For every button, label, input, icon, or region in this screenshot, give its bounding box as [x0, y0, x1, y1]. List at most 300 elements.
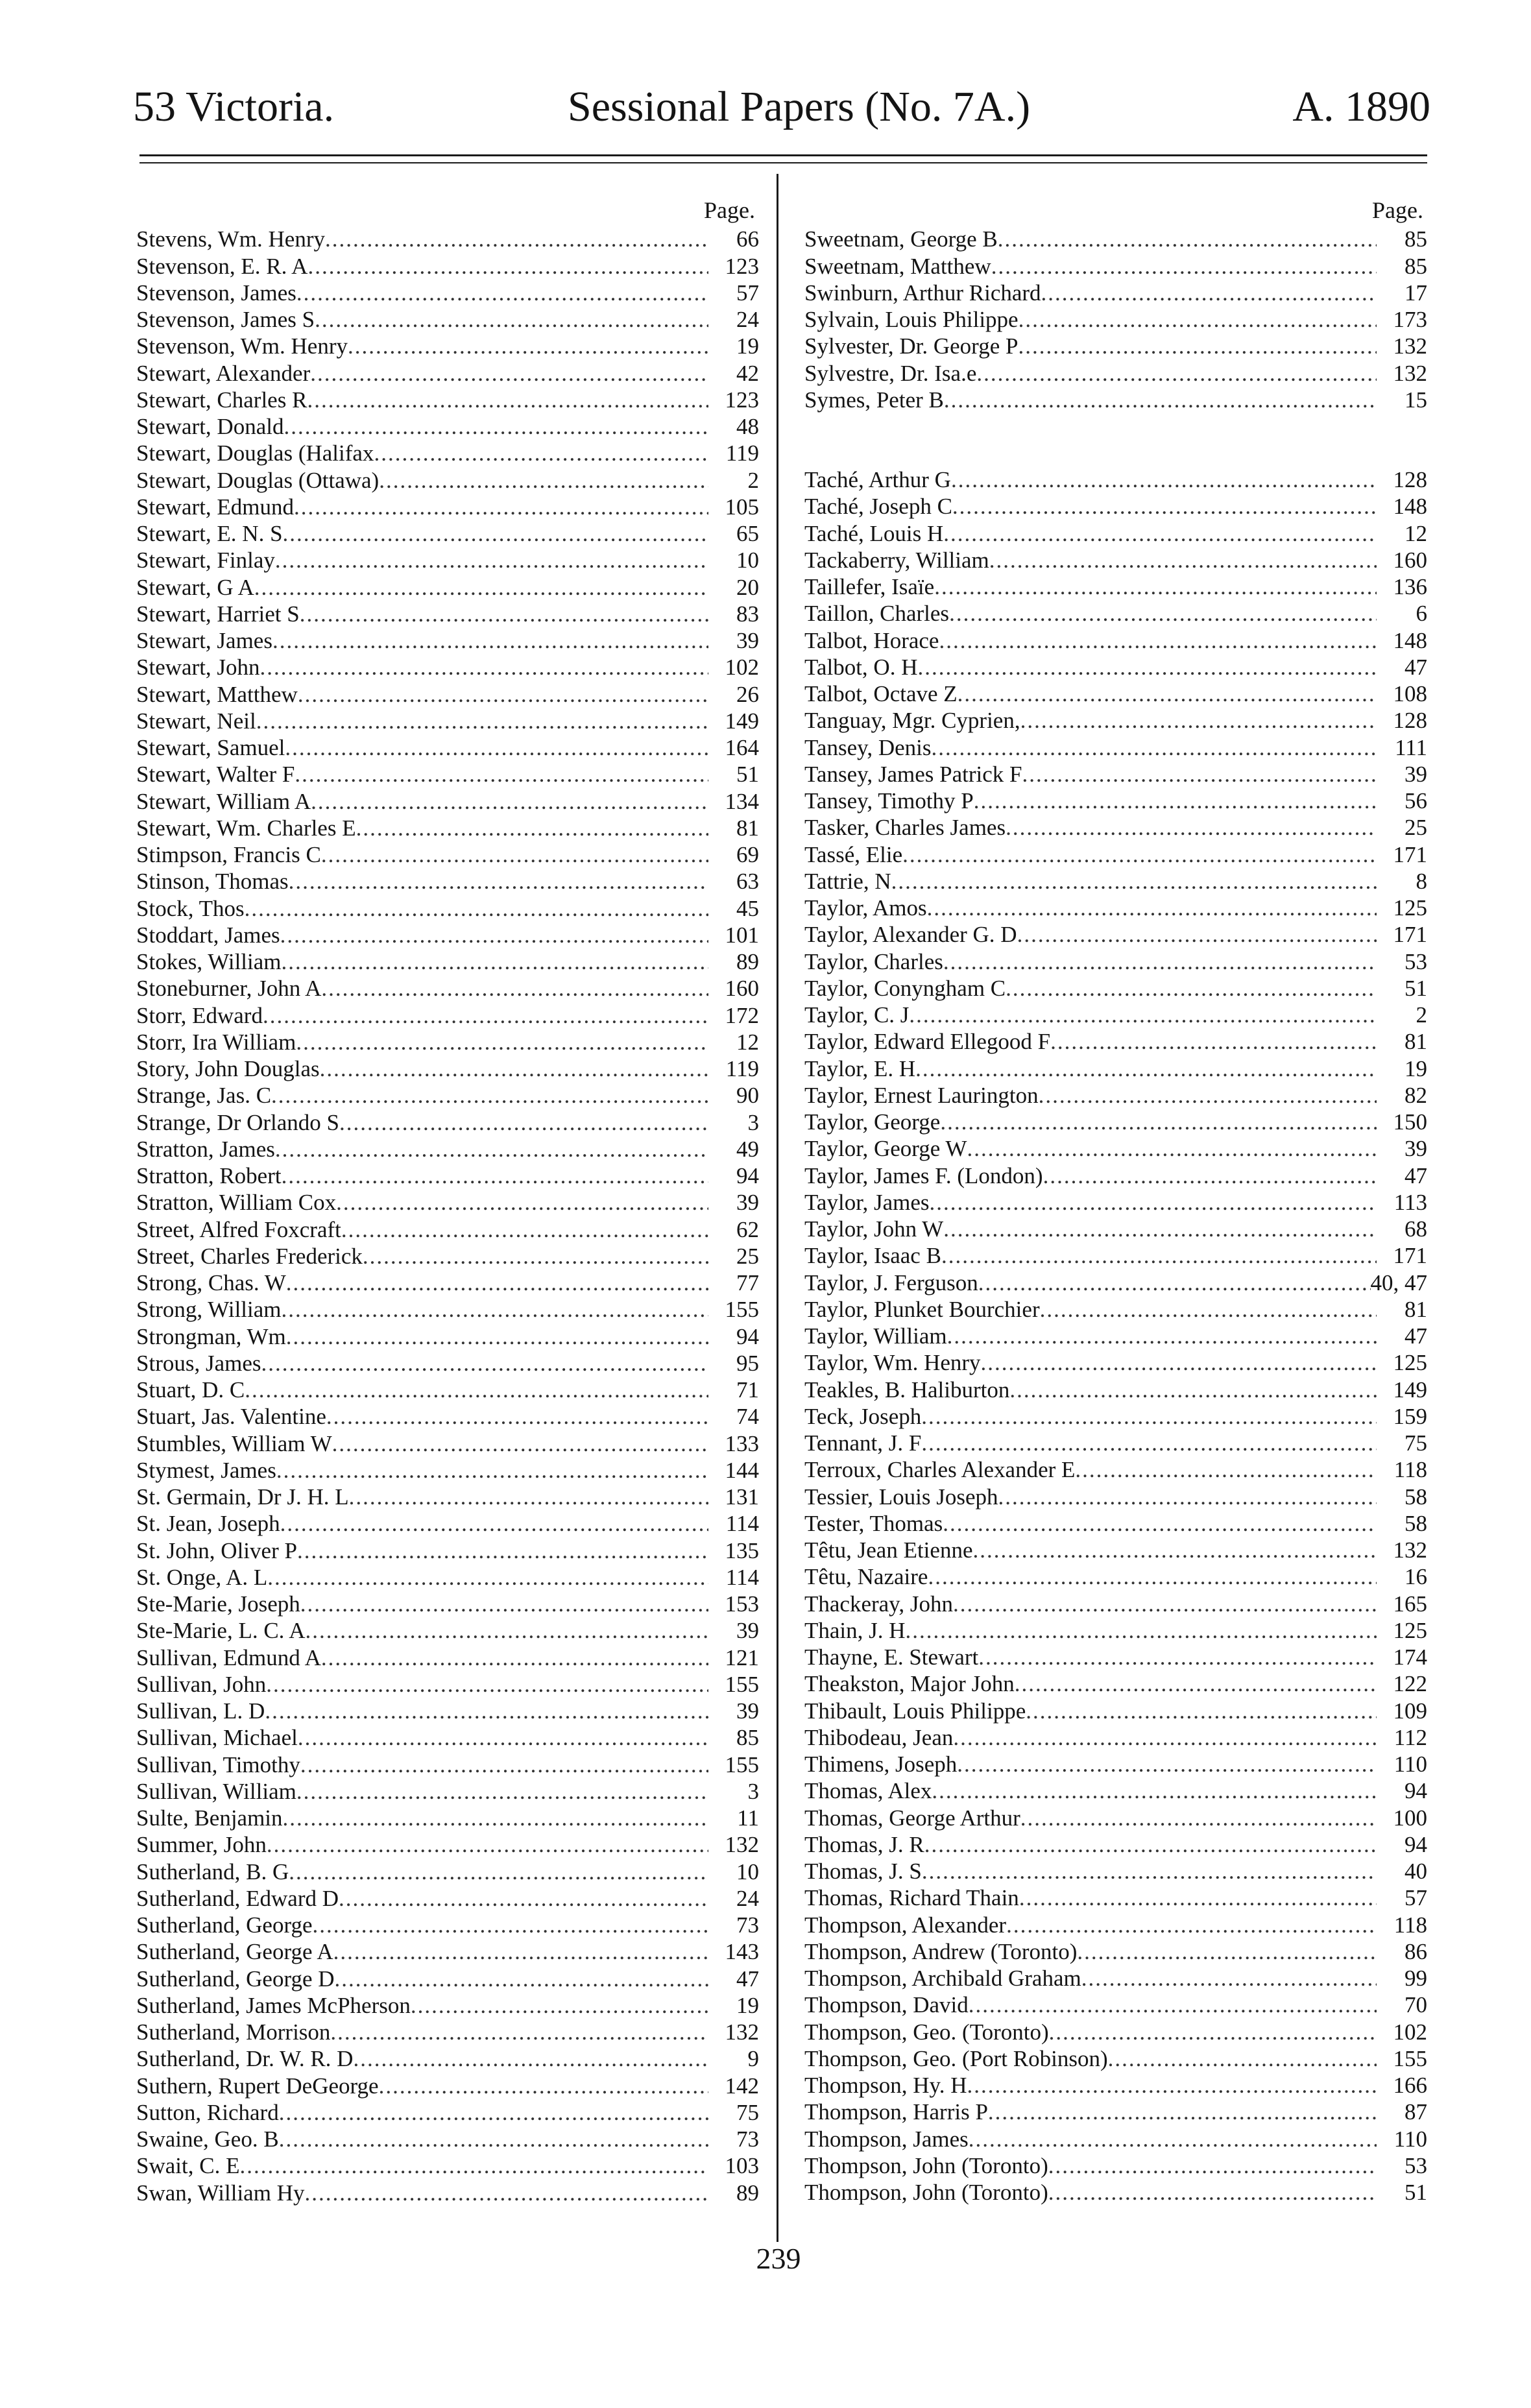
- index-list-left: [136, 226, 759, 2206]
- index-entry: [804, 1456, 1427, 1483]
- entry-page-number: 42: [736, 360, 759, 386]
- index-entry: [136, 761, 759, 788]
- index-entry: [804, 1617, 1427, 1644]
- entry-page-number: 134: [725, 788, 759, 814]
- dot-leader: [356, 815, 708, 841]
- entry-page-number: 25: [1404, 815, 1427, 841]
- entry-page-number: 95: [736, 1350, 759, 1376]
- index-entry: [136, 1778, 759, 1805]
- entry-page-number: 122: [1393, 1671, 1427, 1697]
- index-entry: [804, 1162, 1427, 1188]
- entry-page-number: 99: [1404, 1966, 1427, 1991]
- dot-leader: [304, 2180, 708, 2206]
- entry-page-number: 20: [736, 574, 759, 600]
- dot-leader: [921, 1430, 1377, 1456]
- entry-name: Sylvester, Dr. George P: [804, 333, 1019, 359]
- index-entry: [804, 1965, 1427, 1992]
- dot-leader: [263, 1002, 708, 1029]
- entry-page-number: 53: [1404, 948, 1427, 974]
- entry-page-number: 125: [1393, 1350, 1427, 1376]
- index-column-left: [136, 195, 759, 2206]
- dot-leader: [909, 1002, 1377, 1028]
- entry-page-number: 3: [747, 1109, 759, 1135]
- entry-name: Terroux, Charles Alexander E: [804, 1457, 1076, 1483]
- dot-leader: [1040, 1296, 1377, 1323]
- dot-leader: [307, 387, 708, 413]
- dot-leader: [981, 1349, 1377, 1376]
- dot-leader: [260, 654, 708, 680]
- entry-page-number: 47: [1404, 1162, 1427, 1188]
- index-entry: [804, 948, 1427, 974]
- dot-leader: [321, 841, 708, 868]
- dot-leader: [949, 600, 1377, 627]
- index-entry: [136, 1751, 759, 1777]
- entry-name: Strous, James: [136, 1350, 261, 1376]
- dot-leader: [296, 280, 708, 306]
- entry-page-number: 39: [736, 1190, 759, 1216]
- index-entry: [804, 333, 1427, 359]
- index-entry: [136, 815, 759, 841]
- entry-name: Symes, Peter B: [804, 387, 944, 413]
- dot-leader: [944, 387, 1377, 413]
- entry-page-number: 148: [1393, 627, 1427, 653]
- index-entry: [136, 2072, 759, 2099]
- entry-name: Thompson, James: [804, 2126, 969, 2152]
- entry-name: Thompson, Archibald Graham: [804, 1966, 1081, 1991]
- entry-name: Tansey, Timothy P: [804, 788, 974, 813]
- entry-page-number: 155: [725, 1671, 759, 1697]
- index-entry: [136, 2126, 759, 2152]
- index-list-s-names: [804, 226, 1427, 413]
- index-entry: [804, 1055, 1427, 1081]
- index-entry: [136, 1510, 759, 1537]
- entry-name: Stratton, James: [136, 1136, 275, 1162]
- entry-page-number: 77: [736, 1270, 759, 1295]
- entry-page-number: 155: [1393, 2045, 1427, 2071]
- index-entry: [804, 1751, 1427, 1777]
- index-entry: [804, 2179, 1427, 2206]
- entry-name: Stevenson, James: [136, 280, 296, 306]
- dot-leader: [282, 1162, 708, 1189]
- index-entry: [136, 573, 759, 600]
- entry-name: Têtu, Nazaire: [804, 1564, 928, 1590]
- index-entry: [136, 333, 759, 359]
- dot-leader: [339, 1885, 708, 1912]
- entry-page-number: 89: [736, 2180, 759, 2206]
- entry-name: Strange, Dr Orlando S: [136, 1109, 340, 1135]
- dot-leader: [286, 1323, 708, 1350]
- entry-name: Taylor, George: [804, 1109, 941, 1135]
- entry-name: Stewart, Wm. Charles E: [136, 815, 356, 841]
- dot-leader: [341, 1216, 708, 1243]
- dot-leader: [928, 1563, 1377, 1590]
- dot-leader: [239, 2152, 708, 2179]
- entry-page-number: 85: [736, 1725, 759, 1751]
- index-entry: [804, 1082, 1427, 1109]
- entry-name: Taylor, George W: [804, 1136, 967, 1162]
- entry-name: Story, John Douglas: [136, 1056, 320, 1081]
- index-entry: [136, 547, 759, 573]
- entry-name: Stratton, Robert: [136, 1163, 282, 1188]
- index-entry: [136, 520, 759, 547]
- dot-leader: [306, 1617, 708, 1644]
- entry-page-number: 102: [1393, 2019, 1427, 2045]
- entry-page-number: 160: [725, 976, 759, 1002]
- index-entry: [136, 708, 759, 734]
- entry-name: Stewart, Donald: [136, 414, 284, 439]
- entry-name: Stuart, Jas. Valentine: [136, 1404, 326, 1430]
- entry-name: Thomas, J. S: [804, 1859, 922, 1884]
- index-entry: [804, 280, 1427, 306]
- entry-name: Sutherland, George A: [136, 1939, 333, 1965]
- entry-name: Tanguay, Mgr. Cyprien,: [804, 708, 1020, 734]
- entry-page-number: 132: [725, 2019, 759, 2045]
- entry-page-number: 159: [1393, 1403, 1427, 1429]
- dot-leader: [1050, 1028, 1377, 1055]
- entry-name: Sullivan, Edmund A: [136, 1644, 321, 1670]
- entry-name: Thompson, Hy. H: [804, 2073, 967, 2098]
- index-entry: [804, 1403, 1427, 1430]
- dot-leader: [325, 226, 708, 252]
- entry-page-number: 105: [725, 494, 759, 520]
- entry-page-number: 39: [736, 1618, 759, 1644]
- index-entry: [804, 814, 1427, 841]
- dot-leader: [932, 1777, 1377, 1804]
- entry-page-number: 69: [736, 842, 759, 867]
- dot-leader: [245, 895, 708, 922]
- entry-page-number: 160: [1393, 547, 1427, 573]
- entry-name: Tattrie, N: [804, 868, 891, 894]
- index-entry: [804, 2045, 1427, 2072]
- entry-name: Sutherland, Dr. W. R. D: [136, 2046, 354, 2072]
- entry-page-number: 171: [1393, 1243, 1427, 1269]
- index-entry: [804, 1376, 1427, 1403]
- dot-leader: [349, 1484, 708, 1510]
- index-entry: [804, 2072, 1427, 2099]
- entry-page-number: 136: [1393, 574, 1427, 599]
- index-entry: [136, 2045, 759, 2072]
- entry-name: Swaine, Geo. B: [136, 2126, 279, 2152]
- dot-leader: [1077, 1938, 1377, 1965]
- index-entry: [136, 868, 759, 895]
- entry-name: Stimpson, Francis C: [136, 842, 321, 867]
- index-entry: [136, 1644, 759, 1670]
- index-entry: [804, 1804, 1427, 1831]
- index-entry: [136, 413, 759, 440]
- entry-name: Thompson, John (Toronto): [804, 2152, 1048, 2178]
- index-entry: [136, 1992, 759, 2019]
- dot-leader: [921, 1403, 1377, 1430]
- entry-page-number: 119: [725, 440, 759, 466]
- entry-name: Stevens, Wm. Henry: [136, 226, 325, 252]
- index-entry: [804, 1911, 1427, 1938]
- entry-page-number: 2: [1416, 1002, 1427, 1028]
- index-entry: [804, 2099, 1427, 2125]
- index-entry: [136, 734, 759, 761]
- entry-page-number: 149: [1393, 1377, 1427, 1403]
- dot-leader: [335, 1966, 708, 1992]
- entry-page-number: 142: [725, 2073, 759, 2099]
- entry-name: Stevenson, Wm. Henry: [136, 333, 348, 359]
- index-entry: [136, 1912, 759, 1938]
- entry-page-number: 131: [725, 1484, 759, 1510]
- entry-name: Tester, Thomas: [804, 1510, 943, 1536]
- dot-leader: [285, 734, 708, 761]
- header-year: A. 1890: [1292, 83, 1430, 130]
- entry-page-number: 39: [736, 1698, 759, 1724]
- entry-page-number: 45: [736, 895, 759, 921]
- entry-page-number: 49: [736, 1136, 759, 1162]
- entry-page-number: 19: [736, 333, 759, 359]
- entry-page-number: 149: [725, 708, 759, 734]
- entry-page-number: 111: [1395, 734, 1427, 760]
- entry-page-number: 74: [736, 1404, 759, 1430]
- dot-leader: [947, 1323, 1377, 1349]
- index-entry: [804, 1109, 1427, 1135]
- dot-leader: [256, 708, 708, 734]
- entry-name: Tansey, James Patrick F: [804, 761, 1022, 787]
- dot-leader: [275, 547, 708, 573]
- entry-name: Sutherland, George: [136, 1912, 313, 1938]
- index-entry: [136, 1350, 759, 1377]
- index-entry: [804, 2018, 1427, 2045]
- index-entry: [136, 1082, 759, 1109]
- entry-page-number: 119: [725, 1056, 759, 1081]
- page-number: 239: [756, 2242, 801, 2275]
- dot-leader: [326, 1403, 708, 1430]
- dot-leader: [282, 948, 708, 975]
- entry-name: Sullivan, L. D: [136, 1698, 265, 1724]
- entry-name: Taché, Arthur G: [804, 467, 951, 492]
- index-column-right: [804, 195, 1427, 2206]
- index-entry: [136, 975, 759, 1002]
- entry-name: Thompson, David: [804, 1992, 969, 2018]
- entry-page-number: 94: [1404, 1778, 1427, 1804]
- entry-name: Stock, Thos: [136, 895, 245, 921]
- dot-leader: [917, 654, 1377, 680]
- index-entry: [136, 1457, 759, 1484]
- entry-page-number: 89: [736, 949, 759, 974]
- dot-leader: [254, 574, 708, 601]
- entry-name: Tasker, Charles James: [804, 815, 1006, 841]
- entry-page-number: 121: [725, 1644, 759, 1670]
- entry-name: Ste-Marie, L. C. A: [136, 1618, 306, 1644]
- entry-page-number: 39: [736, 628, 759, 653]
- dot-leader: [330, 2019, 708, 2045]
- entry-page-number: 19: [736, 1992, 759, 2018]
- entry-name: Stinson, Thomas: [136, 869, 289, 895]
- entry-page-number: 25: [736, 1243, 759, 1269]
- entry-name: Stewart, John: [136, 655, 260, 680]
- entry-name: Sullivan, William: [136, 1778, 296, 1804]
- index-entry: [136, 1858, 759, 1884]
- index-entry: [804, 547, 1427, 573]
- dot-leader: [958, 680, 1377, 707]
- entry-page-number: 68: [1404, 1216, 1427, 1242]
- entry-name: Stratton, William Cox: [136, 1190, 337, 1216]
- entry-name: Sullivan, Timothy: [136, 1752, 300, 1777]
- dot-leader: [283, 520, 708, 547]
- index-entry: [136, 654, 759, 680]
- index-entry: [804, 841, 1427, 867]
- index-entry: [136, 1109, 759, 1135]
- dot-leader: [289, 1859, 708, 1885]
- dot-leader: [348, 333, 708, 359]
- index-entry: [804, 734, 1427, 760]
- entry-name: Street, Charles Frederick: [136, 1243, 363, 1269]
- entry-name: Sullivan, John: [136, 1671, 267, 1697]
- dot-leader: [336, 1189, 708, 1216]
- entry-name: Stewart, Douglas (Ottawa): [136, 467, 380, 493]
- entry-name: St. Jean, Joseph: [136, 1511, 280, 1537]
- dot-leader: [271, 1082, 708, 1109]
- entry-name: Têtu, Jean Etienne: [804, 1537, 973, 1563]
- index-entry: [804, 1938, 1427, 1965]
- entry-page-number: 133: [725, 1430, 759, 1456]
- entry-page-number: 150: [1393, 1109, 1427, 1135]
- index-entry: [136, 2019, 759, 2045]
- entry-name: Tennant, J. F: [804, 1430, 922, 1456]
- index-entry: [804, 1884, 1427, 1911]
- entry-page-number: 47: [1404, 1323, 1427, 1349]
- entry-page-number: 143: [725, 1939, 759, 1965]
- index-list-t-names: [804, 466, 1427, 2206]
- index-entry: [136, 1377, 759, 1403]
- entry-name: Storr, Ira William: [136, 1029, 296, 1055]
- dot-leader: [1075, 1456, 1377, 1483]
- index-entry: [804, 1670, 1427, 1697]
- entry-name: Sullivan, Michael: [136, 1725, 298, 1751]
- index-entry: [136, 226, 759, 252]
- entry-name: Thompson, Geo. (Toronto): [804, 2019, 1049, 2045]
- dot-leader: [275, 1136, 708, 1162]
- dot-leader: [339, 1109, 708, 1136]
- entry-page-number: 94: [1404, 1831, 1427, 1857]
- dot-leader: [363, 1243, 708, 1270]
- index-entry: [136, 1724, 759, 1751]
- dot-leader: [315, 306, 708, 333]
- entry-name: Suthern, Rupert DeGeorge: [136, 2073, 379, 2099]
- entry-page-number: 85: [1404, 253, 1427, 279]
- entry-page-number: 114: [725, 1511, 759, 1537]
- entry-page-number: 75: [1404, 1430, 1427, 1456]
- dot-leader: [967, 2072, 1377, 2099]
- index-entry: [804, 1028, 1427, 1055]
- dot-leader: [261, 1350, 709, 1377]
- dot-leader: [294, 494, 708, 520]
- entry-name: Taylor, James: [804, 1189, 930, 1215]
- dot-leader: [265, 1698, 708, 1724]
- entry-name: Thomas, George Arthur: [804, 1805, 1020, 1831]
- entry-name: St. Onge, A. L: [136, 1564, 268, 1590]
- entry-name: Thompson, Geo. (Port Robinson): [804, 2045, 1108, 2071]
- dot-leader: [1006, 1912, 1377, 1938]
- entry-page-number: 171: [1393, 841, 1427, 867]
- entry-page-number: 94: [736, 1163, 759, 1188]
- entry-name: Taylor, J. Ferguson: [804, 1270, 978, 1295]
- index-entry: [136, 788, 759, 814]
- entry-name: Sutherland, George D: [136, 1966, 335, 1992]
- index-entry: [804, 1189, 1427, 1216]
- entry-page-number: 82: [1404, 1082, 1427, 1108]
- entry-name: Sutherland, Edward D: [136, 1885, 339, 1911]
- index-entry: [136, 2099, 759, 2126]
- entry-name: Strange, Jas. C: [136, 1083, 272, 1109]
- entry-name: Sutton, Richard: [136, 2099, 279, 2125]
- index-entry: [804, 1510, 1427, 1537]
- entry-name: St. John, Oliver P: [136, 1537, 297, 1563]
- entry-page-number: 171: [1393, 922, 1427, 948]
- dot-leader: [1009, 1377, 1377, 1403]
- dot-leader: [1006, 975, 1377, 1002]
- dot-leader: [286, 1270, 708, 1296]
- entry-name: Strong, Chas. W: [136, 1270, 286, 1295]
- dot-leader: [298, 681, 708, 708]
- entry-page-number: 128: [1393, 708, 1427, 734]
- entry-page-number: 39: [1404, 761, 1427, 787]
- entry-page-number: 164: [725, 735, 759, 760]
- index-entry: [136, 1484, 759, 1510]
- dot-leader: [1043, 1162, 1377, 1189]
- entry-name: Thayne, E. Stewart: [804, 1644, 979, 1670]
- entry-name: Sutherland, B. G: [136, 1859, 289, 1884]
- dot-leader: [374, 440, 708, 466]
- entry-name: Taylor, Edward Ellegood F: [804, 1029, 1051, 1055]
- index-entry: [804, 1644, 1427, 1670]
- entry-name: Stewart, Finlay: [136, 548, 275, 573]
- entry-name: Stewart, Neil: [136, 708, 256, 734]
- dot-leader: [969, 2126, 1377, 2152]
- entry-name: Taylor, C. J: [804, 1002, 910, 1028]
- header-session: 53 Victoria.: [133, 83, 335, 130]
- entry-name: Stewart, Matthew: [136, 681, 298, 707]
- index-entry: [804, 520, 1427, 546]
- dot-leader: [300, 1752, 708, 1778]
- dot-leader: [927, 895, 1377, 921]
- dot-leader: [313, 1912, 708, 1938]
- entry-page-number: 86: [1404, 1938, 1427, 1964]
- entry-page-number: 83: [736, 601, 759, 627]
- index-entry: [136, 1430, 759, 1456]
- entry-page-number: 132: [1393, 360, 1427, 386]
- dot-leader: [283, 1805, 708, 1831]
- dot-leader: [300, 1591, 708, 1617]
- index-entry: [136, 1403, 759, 1430]
- entry-name: Taylor, Isaac B: [804, 1243, 941, 1269]
- index-entry: [804, 1724, 1427, 1751]
- dot-leader: [915, 1055, 1377, 1082]
- dot-leader: [934, 573, 1377, 600]
- entry-page-number: 110: [1393, 2126, 1427, 2152]
- entry-page-number: 109: [1393, 1698, 1427, 1724]
- entry-name: Stevenson, E. R. A: [136, 253, 308, 279]
- dot-leader: [991, 253, 1377, 280]
- index-entry: [804, 1858, 1427, 1884]
- dot-leader: [1018, 333, 1377, 359]
- entry-name: Thackeray, John: [804, 1591, 954, 1617]
- index-entry: [136, 1243, 759, 1270]
- header-title: Sessional Papers (No. 7A.): [568, 83, 1031, 130]
- entry-page-number: 174: [1393, 1644, 1427, 1670]
- index-entry: [804, 226, 1427, 252]
- entry-name: Teakles, B. Haliburton: [804, 1377, 1010, 1403]
- section-gap: [804, 413, 1427, 466]
- entry-page-number: 148: [1393, 494, 1427, 520]
- dot-leader: [924, 1831, 1377, 1858]
- entry-page-number: 155: [725, 1752, 759, 1777]
- entry-page-number: 15: [1404, 387, 1427, 413]
- dot-leader: [296, 1778, 708, 1805]
